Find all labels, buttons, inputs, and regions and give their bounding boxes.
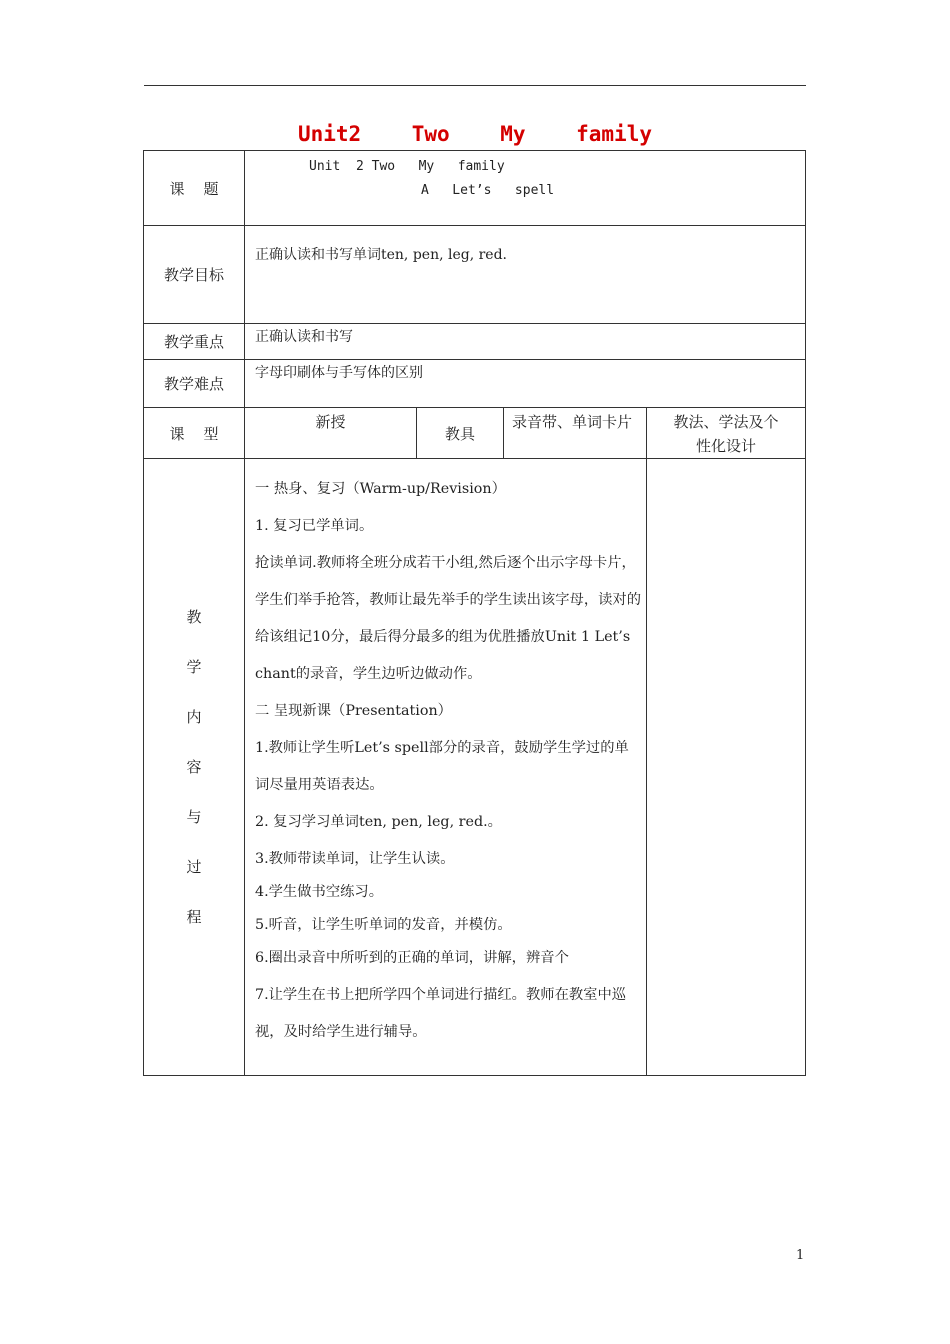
goal-label: 教学目标	[144, 226, 245, 324]
row-difficulty	[144, 360, 806, 408]
difficulty-value	[245, 360, 806, 408]
lesson-type-text: 新授	[315, 413, 346, 431]
process-label-char: 教	[186, 608, 202, 626]
section-2-heading: 二 呈现新课（Presentation）	[255, 703, 452, 719]
topic-line-1: Unit 2 Two My family	[309, 159, 505, 174]
page-number: 1	[796, 1248, 805, 1263]
difficulty-label: 教学难点	[144, 360, 245, 408]
process-content	[245, 459, 647, 1076]
key-point-value	[245, 324, 806, 360]
method-label: 教法、学法及个性化设计	[673, 413, 779, 455]
process-label-char: 内	[186, 708, 202, 726]
section-1-heading: 一 热身、复习（Warm-up/Revision）	[255, 481, 506, 497]
goal-text: 正确认读和书写单词ten, pen, leg, red.	[255, 247, 508, 263]
difficulty-text: 字母印刷体与手写体的区别	[255, 365, 423, 381]
lesson-type-label: 课 型	[144, 408, 245, 459]
aids-text: 录音带、单词卡片	[512, 413, 633, 431]
process-label-chars	[144, 607, 244, 927]
aids-label: 教具	[417, 408, 504, 459]
step-2-2: 2. 复习学习单词ten, pen, leg, red.。	[255, 814, 502, 830]
header-rule	[144, 85, 806, 86]
key-point-text: 正确认读和书写	[255, 329, 353, 345]
row-process	[144, 459, 806, 1076]
step-2-3: 3.教师带读单词，让学生认读。	[255, 851, 455, 867]
step-1-1: 1. 复习已学单词。	[255, 518, 374, 534]
step-2-7: 7.让学生在书上把所学四个单词进行描红。教师在教室中巡视，及时给学生进行辅导。	[255, 987, 627, 1040]
row-topic	[144, 151, 806, 226]
topic-line-2: A Let’s spell	[421, 183, 555, 198]
process-label-char: 学	[186, 658, 202, 676]
topic-label: 课 题	[144, 151, 245, 226]
step-2-6: 6.圈出录音中所听到的正确的单词，讲解，辨音个	[255, 950, 569, 966]
lesson-plan-table	[143, 150, 806, 1076]
step-1-detail: 抢读单词.教师将全班分成若干小组,然后逐个出示字母卡片，学生们举手抢答，教师让最先举手的学生读出该字母，读对的给该组记10分，最后得分最多的组为优胜播放Unit 1 Let’s chant的录音，学生边听边做动作。	[255, 555, 642, 682]
method-notes	[647, 459, 806, 1076]
step-2-5: 5.听音，让学生听单词的发音，并模仿。	[255, 917, 512, 933]
process-label-char: 与	[186, 808, 202, 826]
aids-value	[504, 408, 647, 459]
step-2-1: 1.教师让学生听Let’s spell部分的录音，鼓励学生学过的单词尽量用英语表达。	[255, 740, 629, 793]
lesson-type-value	[245, 408, 417, 459]
method-header	[647, 408, 806, 459]
topic-value	[245, 151, 806, 226]
goal-value	[245, 226, 806, 324]
step-2-4: 4.学生做书空练习。	[255, 884, 384, 900]
key-point-label: 教学重点	[144, 324, 245, 360]
row-goal	[144, 226, 806, 324]
process-label	[144, 459, 245, 1076]
process-label-char: 容	[186, 758, 202, 776]
page-title: Unit2 Two My family	[297, 122, 652, 146]
process-label-char: 程	[186, 908, 202, 926]
row-lesson-type	[144, 408, 806, 459]
row-key-point	[144, 324, 806, 360]
process-label-char: 过	[186, 858, 202, 876]
